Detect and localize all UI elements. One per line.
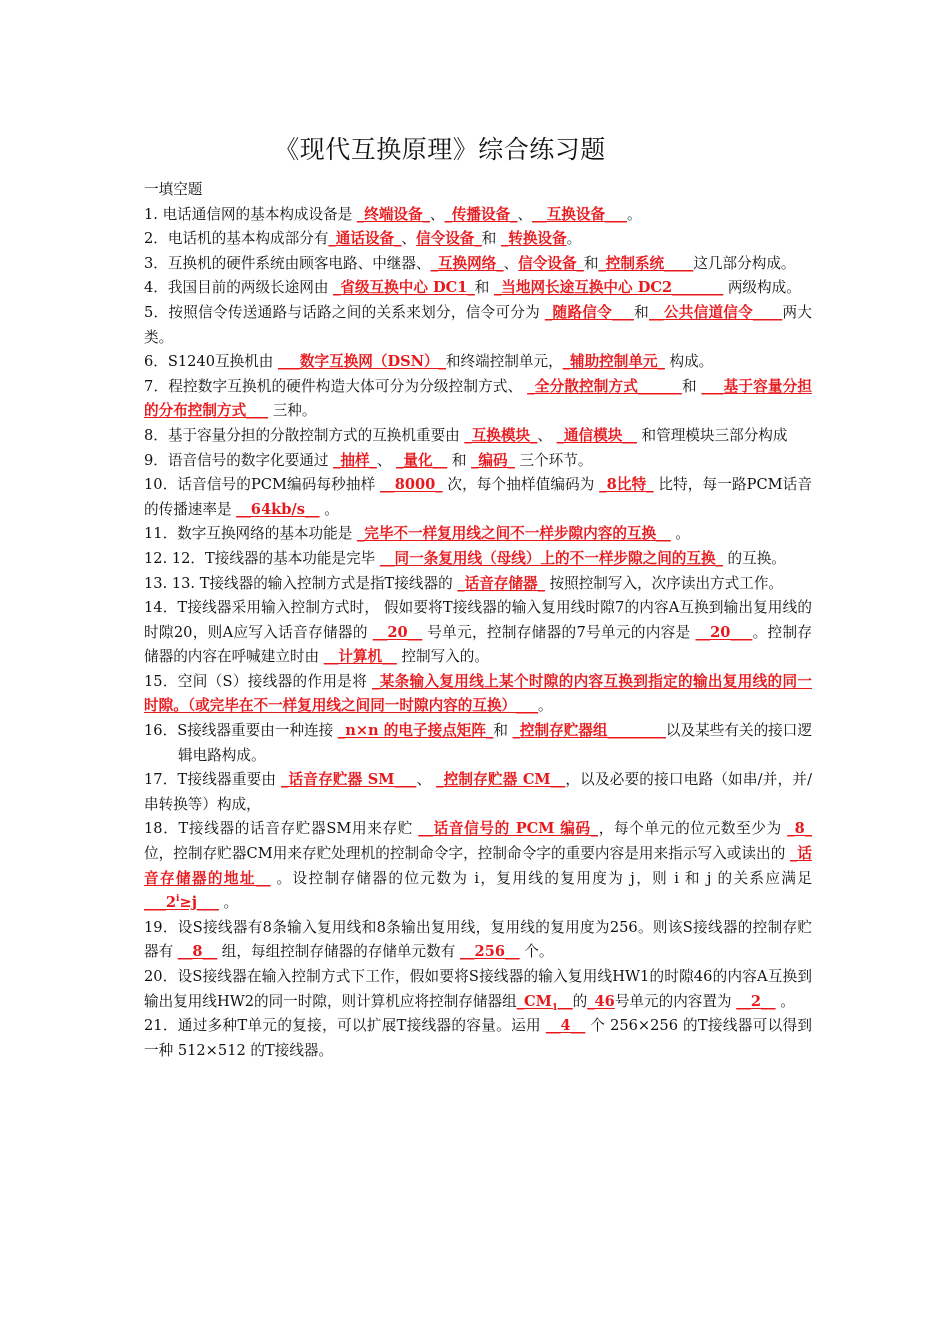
- answer: _抽样_: [333, 451, 377, 469]
- answer-formula: $\_\_\_2^i\ge j\_\_\_$: [144, 894, 219, 912]
- exercise-body: [144, 178, 812, 1063]
- answer: ___数字互换网（DSN）_: [278, 353, 446, 371]
- answer: _转换设备: [500, 230, 567, 248]
- answer: _控制存贮器 CM__: [436, 771, 566, 789]
- question-18: 18．T接线器的话音存贮器SM用来存贮 __话音信号的 PCM 编码_，每个单元的位元数至少为 _8_位，控制存贮器CM用来存贮处理机的控制命令字，控制命令字的重要内容是用来指示写入或读出的 _话音存储器的地址__ 。设控制存储器的位元数为 i，复用线的复用度为 j，则 i 和 j 的关系应满足 $\_\_\_2^i\ge j\_\_\_$ 。: [144, 820, 813, 912]
- question-11: 11．数字互换网络的基本功能是 _完毕不一样复用线之间不一样步隙内容的互换__ 。: [144, 525, 690, 543]
- answer: _完毕不一样复用线之间不一样步隙内容的互换__: [356, 525, 671, 543]
- answer: __8__: [177, 943, 218, 961]
- answer: __256__: [459, 943, 520, 961]
- document-title: 《现代互换原理》综合练习题: [274, 135, 606, 164]
- question-15: 15．空间（S）接线器的作用是将 _某条输入复用线上某个时隙的内容互换到指定的输出复用线的同一时隙。（或完毕在不一样复用线之间同一时隙内容的互换）___。: [144, 672, 812, 715]
- question-2: 2．电话机的基本构成部分有_通话设备_、信令设备_和 _转换设备。: [144, 230, 582, 248]
- answer: ___基于容量分担的分布控制方式___: [144, 377, 812, 420]
- answer: _辅助控制单元_: [562, 353, 665, 371]
- answer: _话音存贮器 SM___: [281, 771, 417, 789]
- question-16: 16．S接线器重要由一种连接 _n×n 的电子接点矩阵_和 _控制存贮器组________以及某些有关的接口逻辑电路构成。: [144, 722, 812, 764]
- question-6: 6．S1240互换机由 ___数字互换网（DSN）_和终端控制单元，_辅助控制单元_ 构成。: [144, 353, 714, 371]
- question-10: 10．话音信号的PCM编码每秒抽样 __8000_ 次，每个抽样值编码为 _8比特_ 比特，每一路PCM话音的传播速率是 __64kb/s__ 。: [144, 476, 813, 518]
- answer: $\_CM_1\_\_$: [516, 992, 573, 1013]
- answer: __8000_: [380, 476, 443, 494]
- answer: __同一条复用线（母线）上的不一样步隙之间的互换_: [379, 549, 723, 567]
- question-14: 14．T接线器采用输入控制方式时， 假如要将T接线器的输入复用线时隙7的内容A互换到输出复用线的时隙20，则A应写入话音存储器的 __20__ 号单元，控制存储器的7号单元的内容是 __20___。控制存储器的内容在呼喊建立时由 __计算机__ 控制写入的。: [144, 599, 812, 666]
- question-3: 3．互换机的硬件系统由顾客电路、中继器、_互换网络_、信令设备_和_控制系统____这几部分构成。: [144, 254, 796, 272]
- answer: 信令设备_: [518, 254, 584, 272]
- question-1: 1. 电话通信网的基本构成设备是 _终端设备_、_传播设备_、__互换设备___。: [144, 205, 642, 223]
- answer: __20__: [372, 623, 423, 641]
- answer: _某条输入复用线上某个时隙的内容互换到指定的输出复用线的同一时隙。（或完毕在不一样复用线之间同一时隙内容的互换）___: [144, 672, 812, 715]
- answer: _8比特_: [599, 476, 654, 494]
- answer: _传播设备_: [444, 205, 518, 223]
- answer: _全分散控制方式______: [527, 377, 682, 395]
- question-7: 7．程控数字互换机的硬件构造大体可分为分级控制方式、 _全分散控制方式______和 ___基于容量分担的分布控制方式___ 三种。: [144, 377, 812, 420]
- question-4: 4．我国目前的两级长途网由 _省级互换中心 DC1_和 _当地网长途互换中心 DC2_______ 两级构成。: [144, 279, 801, 297]
- answer: __64kb/s__: [236, 500, 320, 518]
- question-20: 20．设S接线器在输入控制方式下工作，假如要将S接线器的输入复用线HW1的时隙46的内容A互换到输出复用线HW2的同一时隙，则计算机应将控制存储器组$\_CM_1\_\_$的_46号单元的内容置为 __2__ 。: [144, 968, 812, 1013]
- answer: __4__: [545, 1017, 586, 1035]
- answer: _互换模块_: [464, 426, 538, 444]
- question-17: 17．T接线器重要由 _话音存贮器 SM___、 _控制存贮器 CM__，以及必要的接口电路（如串/并，并/串转换等）构成，: [144, 771, 812, 813]
- question-8: 8．基于容量分担的分散控制方式的互换机重要由 _互换模块_、 _通信模块__ 和管理模块三部分构成: [144, 426, 788, 444]
- answer: _终端设备_: [356, 205, 430, 223]
- answer: _量化__: [396, 451, 448, 469]
- answer: _控制存贮器组________: [512, 722, 666, 740]
- answer: __2__: [736, 992, 776, 1010]
- answer: _46: [587, 992, 615, 1010]
- answer: _话音存储器的地址__: [144, 845, 812, 887]
- answer: _n×n 的电子接点矩阵_: [337, 722, 494, 740]
- question-13: 13. 13. T接线器的输入控制方式是指T接线器的 _话音存储器_ 按照控制写入，次序读出方式工作。: [144, 574, 784, 592]
- answer: _8_: [787, 820, 813, 838]
- answer: _当地网长途互换中心 DC2_______: [493, 279, 724, 297]
- question-12: 12. 12．T接线器的基本功能是完毕 __同一条复用线（母线）上的不一样步隙之间的互换_ 的互换。: [144, 549, 786, 567]
- answer: _通话设备_: [328, 230, 402, 248]
- question-9: 9．语音信号的数字化要通过 _抽样_、 _量化__ 和 _编码_ 三个环节。: [144, 451, 593, 469]
- answer: __公共信道信令____: [648, 303, 783, 321]
- answer: _省级互换中心 DC1_: [333, 279, 475, 297]
- answer: __20___: [695, 623, 753, 641]
- answer: _编码_: [471, 451, 515, 469]
- answer: _互换网络_: [430, 254, 504, 272]
- answer: _通信模块__: [556, 426, 637, 444]
- question-5: 5．按照信令传送通路与话路之间的关系来划分，信令可分为 _随路信令___和__公共信道信令____两大类。: [144, 303, 812, 346]
- answer: __话音信号的 PCM 编码_: [418, 820, 599, 838]
- answer: __计算机__: [323, 648, 397, 666]
- section-heading: 一填空题: [144, 181, 203, 198]
- answer: _控制系统____: [598, 254, 694, 272]
- answer: _随路信令___: [544, 303, 634, 321]
- answer: __互换设备___: [532, 205, 627, 223]
- question-21: 21．通过多种T单元的复接，可以扩展T接线器的容量。运用 __4__ 个 256×256 的T接线器可以得到一种 512×512 的T接线器。: [144, 1017, 813, 1059]
- question-19: 19．设S接线器有8条输入复用线和8条输出复用线，复用线的复用度为256。则该S接线器的控制存贮器有 __8__ 组，每组控制存储器的存储单元数有 __256__ 个。: [144, 918, 812, 961]
- answer: 信令设备_: [416, 230, 482, 248]
- answer: _话音存储器_: [457, 574, 545, 592]
